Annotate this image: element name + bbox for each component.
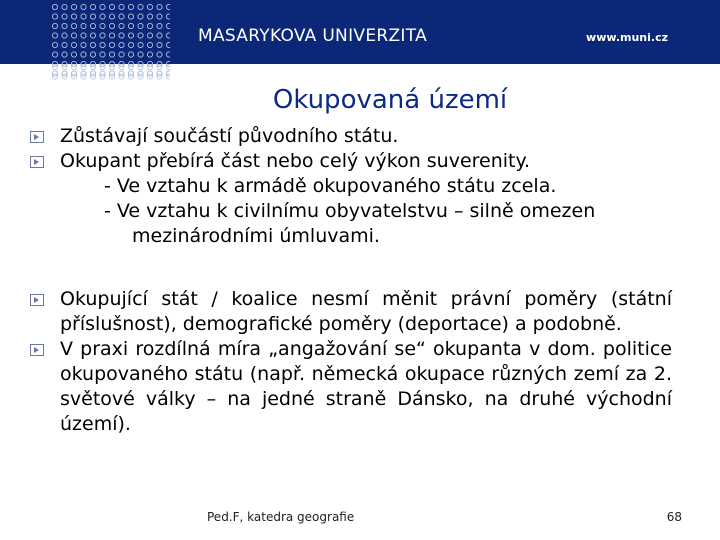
university-url: www.muni.cz xyxy=(586,31,668,44)
university-name: MASARYKOVA UNIVERZITA xyxy=(198,26,428,46)
slide-title: Okupovaná území xyxy=(272,85,508,115)
sub-item-civil-continued: mezinárodními úmluvami. xyxy=(132,225,380,247)
sub-item-army: - Ve vztahu k armádě okupovaného státu zcela. xyxy=(104,175,557,197)
dot-pattern-lower xyxy=(52,64,170,80)
bullet-item xyxy=(30,124,672,149)
bullet-icon xyxy=(30,156,44,168)
footer-text: Ped.F, katedra geografie xyxy=(207,510,355,524)
bullet-text: Okupant přebírá část nebo celý výkon suverenity. xyxy=(60,150,531,172)
bullet-item xyxy=(30,337,672,437)
sub-item-civil: - Ve vztahu k civilnímu obyvatelstvu – silně omezen xyxy=(104,200,596,222)
bullet-text: Zůstávají součástí původního státu. xyxy=(60,125,399,147)
bullet-icon xyxy=(30,294,44,306)
spacer xyxy=(30,249,672,287)
slide-content xyxy=(30,124,672,437)
bullet-item xyxy=(30,287,672,337)
bullet-icon xyxy=(30,131,44,143)
page-number: 68 xyxy=(666,510,682,524)
bullet-icon xyxy=(30,344,44,356)
bullet-text: Okupující stát / koalice nesmí měnit právní poměry (státní příslušnost), demografické poměry (deportace) a podobně. xyxy=(60,288,672,335)
bullet-item xyxy=(30,149,672,174)
bullet-text: V praxi rozdílná míra „angažování se“ okupanta v dom. politice okupovaného státu (např. německá okupace různých zemí za 2. světové války – na jedné straně Dánsko, na druhé východní území). xyxy=(60,338,672,435)
